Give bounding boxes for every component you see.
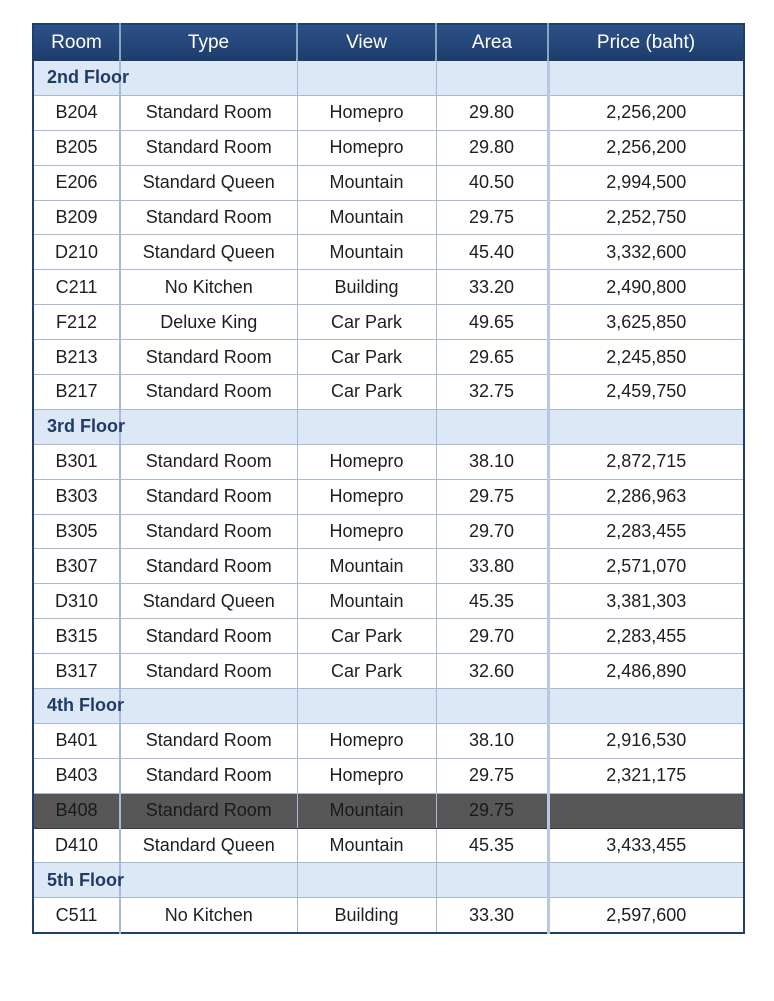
cell-view: Car Park	[297, 305, 436, 340]
cell-view: Homepro	[297, 479, 436, 514]
floor-label: 5th Floor	[33, 863, 120, 898]
table-row	[33, 165, 744, 200]
cell-type: Standard Queen	[120, 235, 297, 270]
cell-price: 2,252,750	[548, 200, 744, 235]
cell-room: F212	[33, 305, 120, 340]
cell-price: 3,332,600	[548, 235, 744, 270]
header-type: Type	[120, 24, 297, 61]
cell-type: Standard Room	[120, 375, 297, 410]
cell-room: B307	[33, 549, 120, 584]
cell-price: 3,433,455	[548, 828, 744, 863]
cell-room: D210	[33, 235, 120, 270]
cell-price: 2,486,890	[548, 654, 744, 689]
floor-row-spacer	[436, 409, 548, 444]
floor-row-spacer	[548, 863, 744, 898]
cell-area: 33.80	[436, 549, 548, 584]
table-row	[33, 723, 744, 758]
floor-header-row	[33, 61, 744, 95]
header-room: Room	[33, 24, 120, 61]
cell-price: 2,256,200	[548, 130, 744, 165]
cell-area: 32.75	[436, 375, 548, 410]
cell-room: C511	[33, 898, 120, 933]
floor-label: 4th Floor	[33, 689, 120, 724]
cell-area: 29.70	[436, 514, 548, 549]
cell-type: Standard Room	[120, 549, 297, 584]
cell-view: Building	[297, 270, 436, 305]
floor-row-spacer	[120, 61, 297, 95]
table-row	[33, 130, 744, 165]
cell-type: Standard Room	[120, 723, 297, 758]
cell-room: B217	[33, 375, 120, 410]
cell-area: 45.35	[436, 584, 548, 619]
table-row	[33, 479, 744, 514]
cell-view: Homepro	[297, 758, 436, 793]
cell-room: B204	[33, 95, 120, 130]
cell-view: Mountain	[297, 793, 436, 828]
table-row	[33, 619, 744, 654]
cell-price: 2,872,715	[548, 444, 744, 479]
cell-type: Standard Room	[120, 95, 297, 130]
floor-label: 3rd Floor	[33, 409, 120, 444]
cell-room: B301	[33, 444, 120, 479]
cell-area: 45.35	[436, 828, 548, 863]
cell-view: Mountain	[297, 584, 436, 619]
floor-row-spacer	[120, 863, 297, 898]
cell-area: 29.80	[436, 95, 548, 130]
floor-row-spacer	[120, 689, 297, 724]
header-price: Price (baht)	[548, 24, 744, 61]
cell-area: 29.75	[436, 200, 548, 235]
cell-view: Homepro	[297, 514, 436, 549]
cell-area: 29.70	[436, 619, 548, 654]
table-row	[33, 793, 744, 828]
cell-type: Standard Room	[120, 479, 297, 514]
header-view: View	[297, 24, 436, 61]
cell-view: Car Park	[297, 619, 436, 654]
cell-room: B317	[33, 654, 120, 689]
cell-view: Homepro	[297, 95, 436, 130]
cell-room: B305	[33, 514, 120, 549]
cell-price: 2,283,455	[548, 514, 744, 549]
cell-type: Standard Room	[120, 200, 297, 235]
cell-type: No Kitchen	[120, 898, 297, 933]
floor-row-spacer	[548, 409, 744, 444]
cell-room: D410	[33, 828, 120, 863]
table-row	[33, 654, 744, 689]
cell-area: 29.75	[436, 793, 548, 828]
cell-price: 3,625,850	[548, 305, 744, 340]
room-price-table	[32, 23, 745, 934]
cell-room: B408	[33, 793, 120, 828]
cell-type: Standard Queen	[120, 584, 297, 619]
table-row	[33, 898, 744, 933]
cell-area: 33.30	[436, 898, 548, 933]
header-area: Area	[436, 24, 548, 61]
cell-view: Car Park	[297, 340, 436, 375]
table-row	[33, 514, 744, 549]
table-row	[33, 828, 744, 863]
cell-view: Car Park	[297, 375, 436, 410]
cell-price: 2,571,070	[548, 549, 744, 584]
cell-room: B209	[33, 200, 120, 235]
cell-price: 2,283,455	[548, 619, 744, 654]
cell-area: 29.80	[436, 130, 548, 165]
cell-type: No Kitchen	[120, 270, 297, 305]
cell-type: Standard Room	[120, 514, 297, 549]
table-row	[33, 235, 744, 270]
cell-area: 40.50	[436, 165, 548, 200]
floor-row-spacer	[548, 61, 744, 95]
floor-row-spacer	[297, 863, 436, 898]
cell-type: Standard Room	[120, 130, 297, 165]
table-row	[33, 305, 744, 340]
cell-area: 29.75	[436, 758, 548, 793]
cell-room: B213	[33, 340, 120, 375]
cell-price: 2,916,530	[548, 723, 744, 758]
cell-price: 2,490,800	[548, 270, 744, 305]
cell-room: D310	[33, 584, 120, 619]
table-row	[33, 444, 744, 479]
cell-price: 2,459,750	[548, 375, 744, 410]
cell-type: Standard Queen	[120, 828, 297, 863]
floor-row-spacer	[436, 689, 548, 724]
cell-area: 29.75	[436, 479, 548, 514]
cell-type: Deluxe King	[120, 305, 297, 340]
cell-view: Mountain	[297, 549, 436, 584]
cell-type: Standard Room	[120, 758, 297, 793]
floor-header-row	[33, 863, 744, 898]
cell-view: Building	[297, 898, 436, 933]
table-row	[33, 95, 744, 130]
cell-area: 33.20	[436, 270, 548, 305]
table-row	[33, 584, 744, 619]
cell-room: B315	[33, 619, 120, 654]
cell-type: Standard Queen	[120, 165, 297, 200]
cell-type: Standard Room	[120, 793, 297, 828]
cell-room: B403	[33, 758, 120, 793]
table-body	[33, 61, 744, 933]
cell-view: Homepro	[297, 444, 436, 479]
cell-area: 49.65	[436, 305, 548, 340]
floor-row-spacer	[120, 409, 297, 444]
cell-price: 2,256,200	[548, 95, 744, 130]
cell-price	[548, 793, 744, 828]
floor-row-spacer	[436, 61, 548, 95]
table-row	[33, 549, 744, 584]
cell-area: 29.65	[436, 340, 548, 375]
cell-room: E206	[33, 165, 120, 200]
cell-type: Standard Room	[120, 654, 297, 689]
cell-view: Homepro	[297, 130, 436, 165]
cell-price: 2,597,600	[548, 898, 744, 933]
header-row	[33, 24, 744, 61]
cell-price: 2,245,850	[548, 340, 744, 375]
cell-price: 2,994,500	[548, 165, 744, 200]
cell-room: B303	[33, 479, 120, 514]
floor-row-spacer	[548, 689, 744, 724]
cell-area: 45.40	[436, 235, 548, 270]
floor-row-spacer	[297, 61, 436, 95]
floor-row-spacer	[436, 863, 548, 898]
floor-header-row	[33, 689, 744, 724]
cell-area: 32.60	[436, 654, 548, 689]
cell-view: Mountain	[297, 828, 436, 863]
cell-view: Mountain	[297, 200, 436, 235]
table-row	[33, 270, 744, 305]
cell-price: 3,381,303	[548, 584, 744, 619]
cell-type: Standard Room	[120, 619, 297, 654]
floor-label: 2nd Floor	[33, 61, 120, 95]
cell-view: Car Park	[297, 654, 436, 689]
floor-row-spacer	[297, 689, 436, 724]
cell-room: C211	[33, 270, 120, 305]
cell-view: Homepro	[297, 723, 436, 758]
floor-header-row	[33, 409, 744, 444]
cell-area: 38.10	[436, 444, 548, 479]
cell-price: 2,321,175	[548, 758, 744, 793]
cell-view: Mountain	[297, 165, 436, 200]
cell-type: Standard Room	[120, 444, 297, 479]
cell-price: 2,286,963	[548, 479, 744, 514]
cell-area: 38.10	[436, 723, 548, 758]
cell-type: Standard Room	[120, 340, 297, 375]
table-row	[33, 758, 744, 793]
table-row	[33, 200, 744, 235]
table-row	[33, 375, 744, 410]
floor-row-spacer	[297, 409, 436, 444]
cell-room: B401	[33, 723, 120, 758]
cell-view: Mountain	[297, 235, 436, 270]
cell-room: B205	[33, 130, 120, 165]
table-row	[33, 340, 744, 375]
